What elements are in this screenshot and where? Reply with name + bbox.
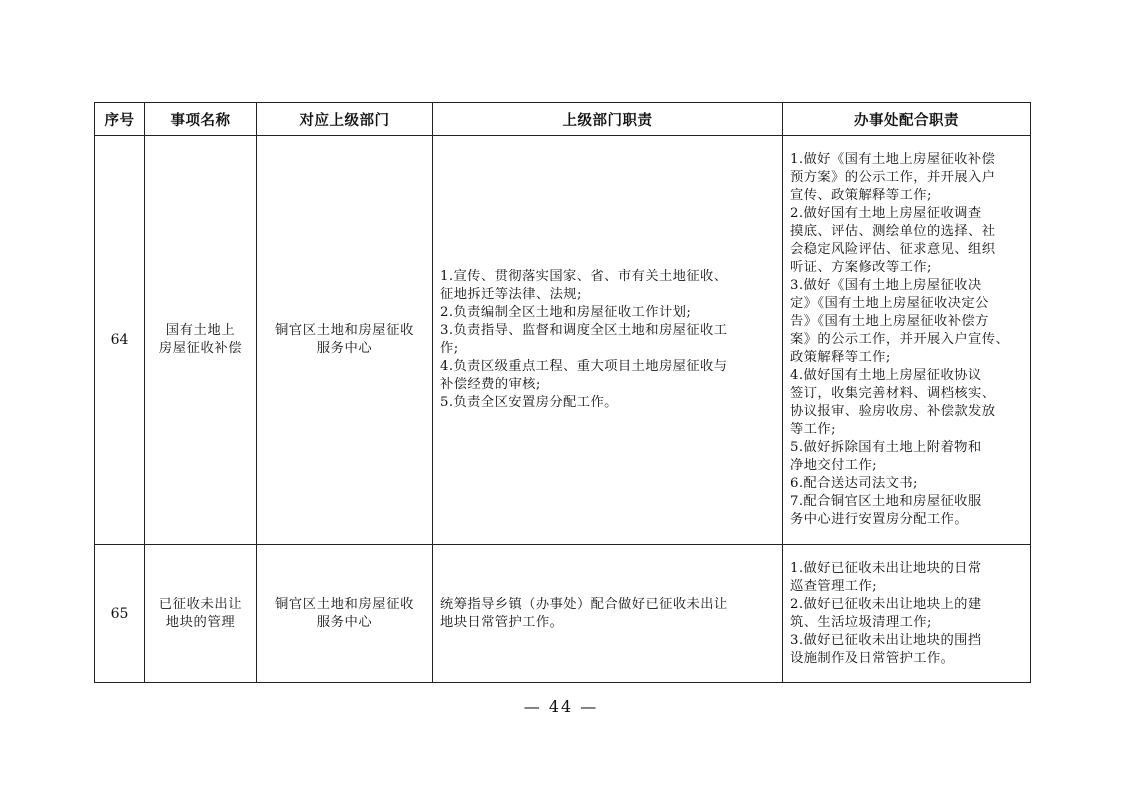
item-name-line: 房屋征收补偿 (158, 341, 243, 356)
table-row (95, 136, 1031, 545)
coop-line: 摸底、评估、测绘单位的选择、社 (790, 224, 996, 239)
duty-line: 征地拆迁等法律、法规; (440, 287, 582, 302)
coop-line: 筑、生活垃圾清理工作; (790, 614, 932, 630)
coop-line: 2.做好国有土地上房屋征收调查 (790, 206, 982, 221)
coop-line: 签订，收集完善材料、调档核实、 (790, 386, 996, 401)
duty-line: 2.负责编制全区土地和房屋征收工作计划; (440, 305, 692, 320)
header-serial-number: 序号 (95, 103, 145, 136)
department-line: 服务中心 (316, 341, 373, 356)
department-line: 铜官区土地和房屋征收 (275, 323, 414, 338)
row-superior-department (257, 545, 433, 683)
department-line: 服务中心 (316, 614, 373, 630)
row-serial-number: 65 (95, 545, 145, 683)
department-line: 铜官区土地和房屋征收 (275, 596, 414, 612)
duty-line: 5.负责全区安置房分配工作。 (440, 395, 618, 410)
coop-line: 协议报审、验房收房、补偿款发放 (790, 404, 996, 419)
header-item-name: 事项名称 (145, 103, 257, 136)
row-superior-department (257, 136, 433, 545)
duty-line: 地块日常管护工作。 (440, 614, 564, 630)
coop-line: 1.做好已征收未出让地块的日常 (790, 560, 982, 576)
item-name-line: 国有土地上 (165, 323, 236, 338)
coop-line: 会稳定风险评估、征求意见、组织 (790, 242, 996, 257)
coop-line: 案》的公示工作，并开展入户宣传、 (790, 332, 1010, 347)
table-row (95, 545, 1031, 683)
row-item-name (145, 545, 257, 683)
item-name-line: 已征收未出让 (158, 596, 243, 612)
coop-line: 1.做好《国有土地上房屋征收补偿 (790, 152, 996, 167)
duty-line: 补偿经费的审核; (440, 377, 541, 392)
coop-line: 预方案》的公示工作，并开展入户 (790, 170, 996, 185)
coop-line: 宣传、政策解释等工作; (790, 188, 932, 203)
header-superior-department: 对应上级部门 (257, 103, 433, 136)
coop-line: 定》《国有土地上房屋征收决定公 (790, 296, 989, 311)
header-row (95, 103, 1031, 136)
coop-line: 等工作; (790, 422, 836, 437)
duty-line: 统筹指导乡镇（办事处）配合做好已征收未出让 (440, 596, 728, 612)
header-office-cooperation-duties: 办事处配合职责 (783, 103, 1031, 136)
coop-line: 告》《国有土地上房屋征收补偿方 (790, 314, 989, 329)
duty-line: 作; (440, 341, 459, 356)
item-name-line: 地块的管理 (165, 614, 236, 630)
coop-line: 5.做好拆除国有土地上附着物和 (790, 440, 982, 455)
coop-line: 务中心进行安置房分配工作。 (790, 512, 969, 527)
coop-line: 6.配合送达司法文书; (790, 476, 918, 491)
row-serial-number: 64 (95, 136, 145, 545)
row-superior-duties (433, 136, 783, 545)
coop-line: 3.做好《国有土地上房屋征收决 (790, 278, 982, 293)
row-office-cooperation-duties (783, 136, 1031, 545)
duty-line: 4.负责区级重点工程、重大项目土地房屋征收与 (440, 359, 728, 374)
row-office-cooperation-duties (783, 545, 1031, 683)
responsibility-table (94, 102, 1031, 683)
coop-line: 7.配合铜官区土地和房屋征收服 (790, 494, 982, 509)
row-superior-duties (433, 545, 783, 683)
header-superior-duties: 上级部门职责 (433, 103, 783, 136)
page-number: — 44 — (523, 697, 599, 716)
coop-line: 设施制作及日常管护工作。 (790, 650, 955, 666)
coop-line: 听证、方案修改等工作; (790, 260, 932, 275)
row-item-name (145, 136, 257, 545)
coop-line: 4.做好国有土地上房屋征收协议 (790, 368, 982, 383)
coop-line: 3.做好已征收未出让地块的围挡 (790, 632, 982, 648)
coop-line: 净地交付工作; (790, 458, 878, 473)
coop-line: 政策解释等工作; (790, 350, 891, 365)
coop-line: 2.做好已征收未出让地块上的建 (790, 596, 982, 612)
coop-line: 巡查管理工作; (790, 578, 878, 594)
duty-line: 1.宣传、贯彻落实国家、省、市有关土地征收、 (440, 269, 728, 284)
duty-line: 3.负责指导、监督和调度全区土地和房屋征收工 (440, 323, 728, 338)
